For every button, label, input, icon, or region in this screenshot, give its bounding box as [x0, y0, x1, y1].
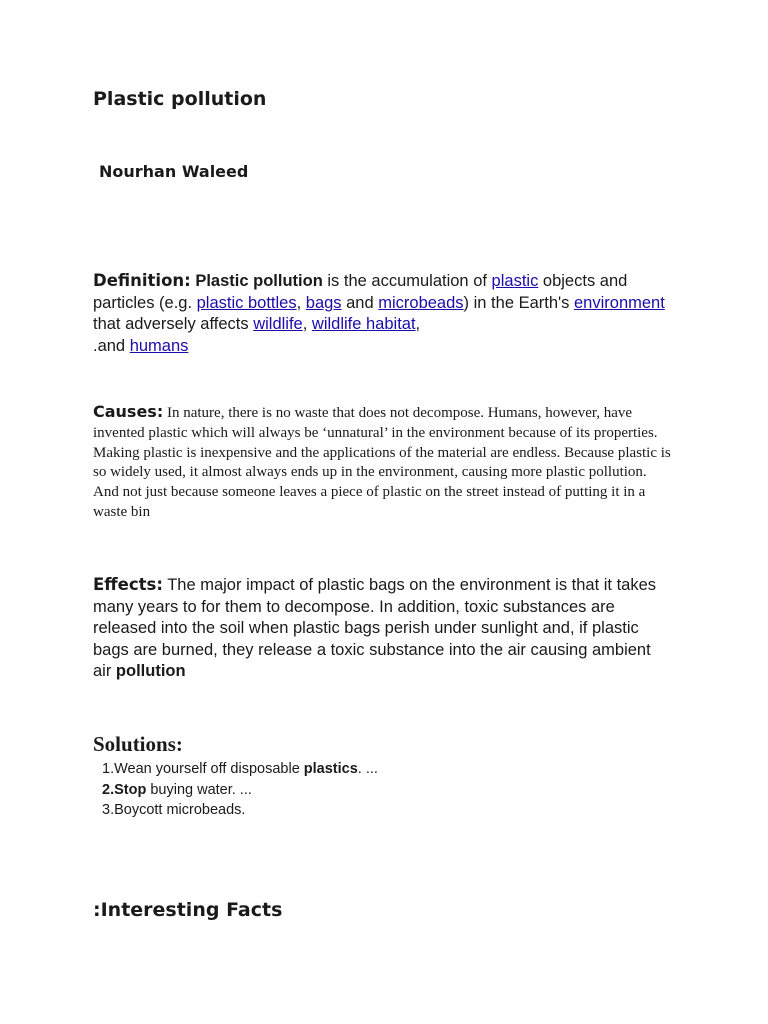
link-microbeads[interactable]: microbeads: [378, 293, 464, 312]
solutions-heading: Solutions:: [93, 732, 183, 756]
effects-text: The major impact of plastic bags on the environment is that it takes many years to for them to decompose. In addition, toxic substances are released into the soil when plastic bags perish under sunlight and, if plastic bags are burned, they release a toxic substance into the air causing ambient air: [93, 576, 657, 680]
causes-label: Causes:: [93, 402, 164, 421]
definition-text: that adversely affects: [93, 315, 254, 333]
definition-paragraph: [93, 270, 693, 357]
link-plastic-bottles[interactable]: plastic bottles: [196, 293, 297, 312]
definition-term: Plastic pollution: [195, 272, 323, 290]
definition-text: ,: [296, 293, 306, 312]
solution-item-3: 3.Boycott microbeads.: [102, 802, 246, 818]
effects-paragraph: [93, 574, 673, 683]
link-bags[interactable]: bags: [305, 293, 342, 312]
solution-item-2: 2.Stop buying water. ...: [102, 781, 252, 798]
link-wildlife-habitat[interactable]: wildlife habitat: [311, 315, 416, 333]
causes-text: In nature, there is no waste that does not decompose. Humans, however, have invented plastic which will always be ‘unnatural’ in the environment because of its properties. Making plastic is inexpensive and the applications of the material are endless. Because plastic is so widely used, it almost always ends up in the environment, causing more plastic pollution. And not just because someone leaves a piece of plastic on the street instead of putting it in a waste bin: [93, 405, 671, 520]
definition-label: Definition:: [93, 271, 191, 290]
definition-text: ) in the Earth's: [463, 293, 574, 312]
definition-text: objects and particles (e.g.: [93, 272, 628, 312]
definition-text: .and: [93, 336, 130, 355]
effects-bold-end: pollution: [115, 662, 186, 680]
definition-text: ,: [302, 315, 312, 333]
causes-paragraph: [93, 402, 673, 523]
link-plastic[interactable]: plastic: [491, 272, 539, 290]
definition-text: is the accumulation of: [322, 272, 492, 290]
link-environment[interactable]: environment: [574, 293, 665, 312]
interesting-facts-heading: :Interesting Facts: [93, 899, 283, 921]
solution-item-1: 1.Wean yourself off disposable plastics. ...: [102, 761, 378, 777]
link-wildlife[interactable]: wildlife: [253, 315, 303, 333]
link-humans[interactable]: humans: [129, 336, 189, 355]
solutions-list: [102, 759, 378, 821]
definition-text: ,: [415, 315, 421, 333]
author-name: Nourhan Waleed: [99, 162, 249, 181]
document-title: Plastic pollution: [93, 88, 267, 110]
effects-label: Effects:: [93, 575, 163, 594]
definition-text: and: [341, 293, 379, 312]
